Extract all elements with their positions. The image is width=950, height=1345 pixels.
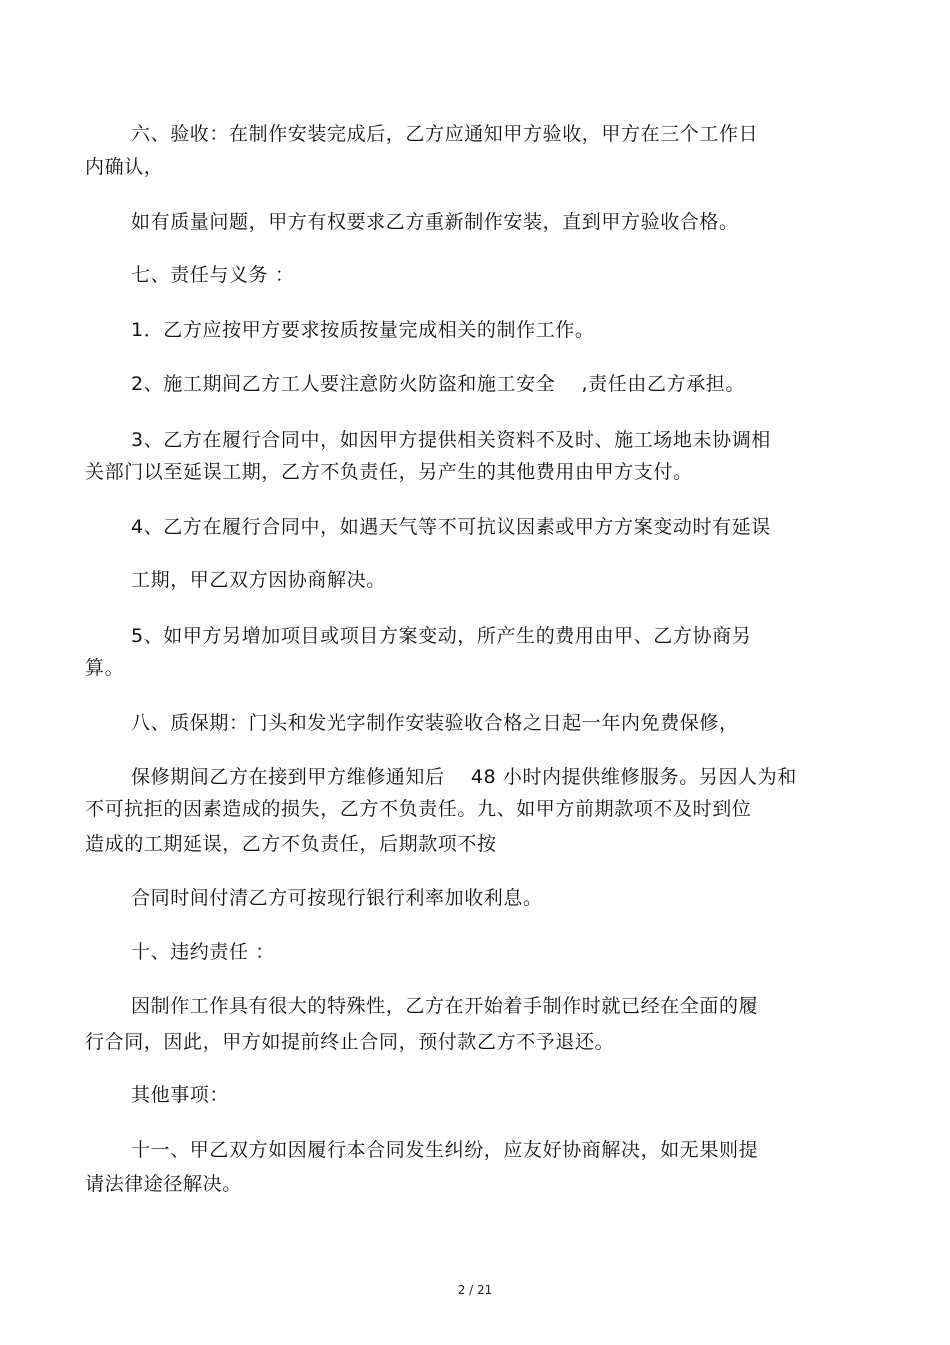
text-line: 5、如甲方另增加项目或项目方案变动，所产生的费用由甲、乙方协商另 <box>131 625 752 647</box>
text-line: 1．乙方应按甲方要求按质按量完成相关的制作工作。 <box>131 319 595 341</box>
text-line: 行合同，因此，甲方如提前终止合同，预付款乙方不予退还。 <box>85 1031 615 1053</box>
text-line: 十一、甲乙双方如因履行本合同发生纠纷，应友好协商解决，如无果则提 <box>131 1139 759 1161</box>
text-line: 4、乙方在履行合同中，如遇天气等不可抗议因素或甲方方案变动时有延误 <box>131 516 771 538</box>
text-line: 如有质量问题，甲方有权要求乙方重新制作安装，直到甲方验收合格。 <box>131 211 739 233</box>
text-line: 3、乙方在履行合同中，如因甲方提供相关资料不及时、施工场地未协调相 <box>131 429 771 451</box>
text-line: 算。 <box>85 657 125 679</box>
section-heading: 七、责任与义务 ： <box>131 264 295 286</box>
text-line: 六、验收：在制作安装完成后，乙方应通知甲方验收，甲方在三个工作日 <box>131 123 759 145</box>
text-line: 请法律途径解决。 <box>85 1173 242 1195</box>
text-line: 合同时间付清乙方可按现行银行利率加收利息。 <box>131 887 543 909</box>
text-line: 不可抗拒的因素造成的损失，乙方不负责任。九、如甲方前期款项不及时到位 <box>85 798 752 820</box>
section-heading: 八、质保期：门头和发光字制作安装验收合格之日起一年内免费保修， <box>131 712 739 734</box>
text-line: 关部门以至延误工期，乙方不负责任，另产生的其他费用由甲方支付。 <box>85 461 693 483</box>
text-line: 造成的工期延误，乙方不负责任，后期款项不按 <box>85 833 497 855</box>
text-line: 保修期间乙方在接到甲方维修通知后 48 小时内提供维修服务。另因人为和 <box>131 766 797 788</box>
text-line: 内确认， <box>85 156 164 178</box>
text-line: 工期，甲乙双方因协商解决。 <box>131 569 386 591</box>
text-line: 因制作工作具有很大的特殊性，乙方在开始着手制作时就已经在全面的履 <box>131 995 759 1017</box>
section-heading: 其他事项： <box>131 1084 230 1106</box>
section-heading: 十、违约责任 ： <box>131 941 275 963</box>
page-number: 2 / 21 <box>457 1283 493 1297</box>
text-line: 2、施工期间乙方工人要注意防火防盗和施工安全 ,责任由乙方承担。 <box>131 373 745 395</box>
